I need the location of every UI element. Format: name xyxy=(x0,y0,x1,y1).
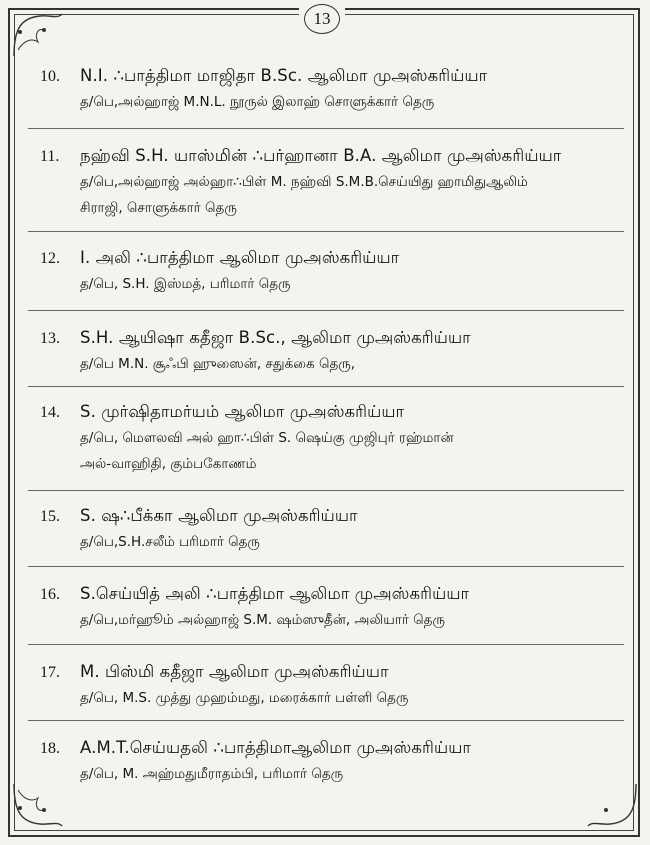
entry-number: 17. xyxy=(40,664,60,681)
entry-parent-address: த/பெ, M. அஹ்மதுமீராதம்பி, பரிமார் தெரு xyxy=(80,766,344,782)
entry-name: M. பிஸ்மி கதீஜா ஆலிமா முஅஸ்கரிய்யா xyxy=(80,662,389,681)
entry-parent-address: த/பெ, மௌலவி அல் ஹா∴பிள் S. ஷெய்கு முஜிபுர் ரஹ்மான் xyxy=(80,430,454,446)
entry-divider xyxy=(28,720,624,721)
entry-parent-address: த/பெ M.N. சூஃபி ஹுஸைன், சதுக்கை தெரு, xyxy=(80,356,356,372)
entry-divider xyxy=(28,386,624,387)
entry-number: 12. xyxy=(40,250,60,267)
entry-parent-address: த/பெ,மர்ஹூம் அல்ஹாஜ் S.M. ஷம்ஸுதீன், அலியார் தெரு xyxy=(80,612,445,628)
entry-number: 16. xyxy=(40,586,60,603)
entry-name: I. அலி ∴பாத்திமா ஆலிமா முஅஸ்கரிய்யா xyxy=(80,248,400,267)
entry-parent-address: த/பெ,அல்ஹாஜ் M.N.L. நூருல் இலாஹ் சொளுக்கார் தெரு xyxy=(80,94,435,110)
page-number: 13 xyxy=(299,2,345,36)
entry-number: 14. xyxy=(40,404,60,421)
entry-address-continued: அல்-வாஹிதி, கும்பகோணம் xyxy=(80,456,257,472)
entry-name: A.M.T.செய்யதலி ∴பாத்திமாஆலிமா முஅஸ்கரிய்யா xyxy=(80,738,472,757)
entry-number: 13. xyxy=(40,330,60,347)
entry-divider xyxy=(28,128,624,129)
entry-parent-address: த/பெ,S.H.சலீம் பரிமார் தெரு xyxy=(80,534,260,550)
entry-parent-address: த/பெ, M.S. முத்து முஹம்மது, மரைக்கார் பள்ளி தெரு xyxy=(80,690,409,706)
corner-ornament-icon xyxy=(580,780,640,830)
entry-parent-address: த/பெ,அல்ஹாஜ் அல்ஹா∴பிள் M. நஹ்வி S.M.B.செய்யிது ஹாமிதுஆலிம் xyxy=(80,174,528,190)
entry-divider xyxy=(28,490,624,491)
entry-number: 10. xyxy=(40,68,60,85)
entry-address-continued: சிராஜி, சொளுக்கார் தெரு xyxy=(80,200,237,216)
entry-number: 18. xyxy=(40,740,60,757)
entry-divider xyxy=(28,231,624,232)
entry-name: S.H. ஆயிஷா கதீஜா B.Sc., ஆலிமா முஅஸ்கரிய்யா xyxy=(80,328,471,347)
entry-name: S. முர்ஷிதாமர்யம் ஆலிமா முஅஸ்கரிய்யா xyxy=(80,402,405,421)
entry-parent-address: த/பெ, S.H. இஸ்மத், பரிமார் தெரு xyxy=(80,276,291,292)
entry-name: S. ஷ∴பீக்கா ஆலிமா முஅஸ்கரிய்யா xyxy=(80,506,358,525)
corner-ornament-icon xyxy=(10,10,70,60)
entry-name: நஹ்வி S.H. யாஸ்மின் ∴பர்ஹானா B.A. ஆலிமா முஅஸ்கரிய்யா xyxy=(80,146,562,165)
entry-name: N.I. ∴பாத்திமா மாஜிதா B.Sc. ஆலிமா முஅஸ்கரிய்யா xyxy=(80,66,488,85)
entry-name: S.செய்யித் அலி ∴பாத்திமா ஆலிமா முஅஸ்கரிய்யா xyxy=(80,584,470,603)
entry-number: 11. xyxy=(40,148,60,165)
entry-divider xyxy=(28,310,624,311)
entry-divider xyxy=(28,644,624,645)
corner-ornament-icon xyxy=(10,780,70,830)
entry-divider xyxy=(28,566,624,567)
entry-number: 15. xyxy=(40,508,60,525)
